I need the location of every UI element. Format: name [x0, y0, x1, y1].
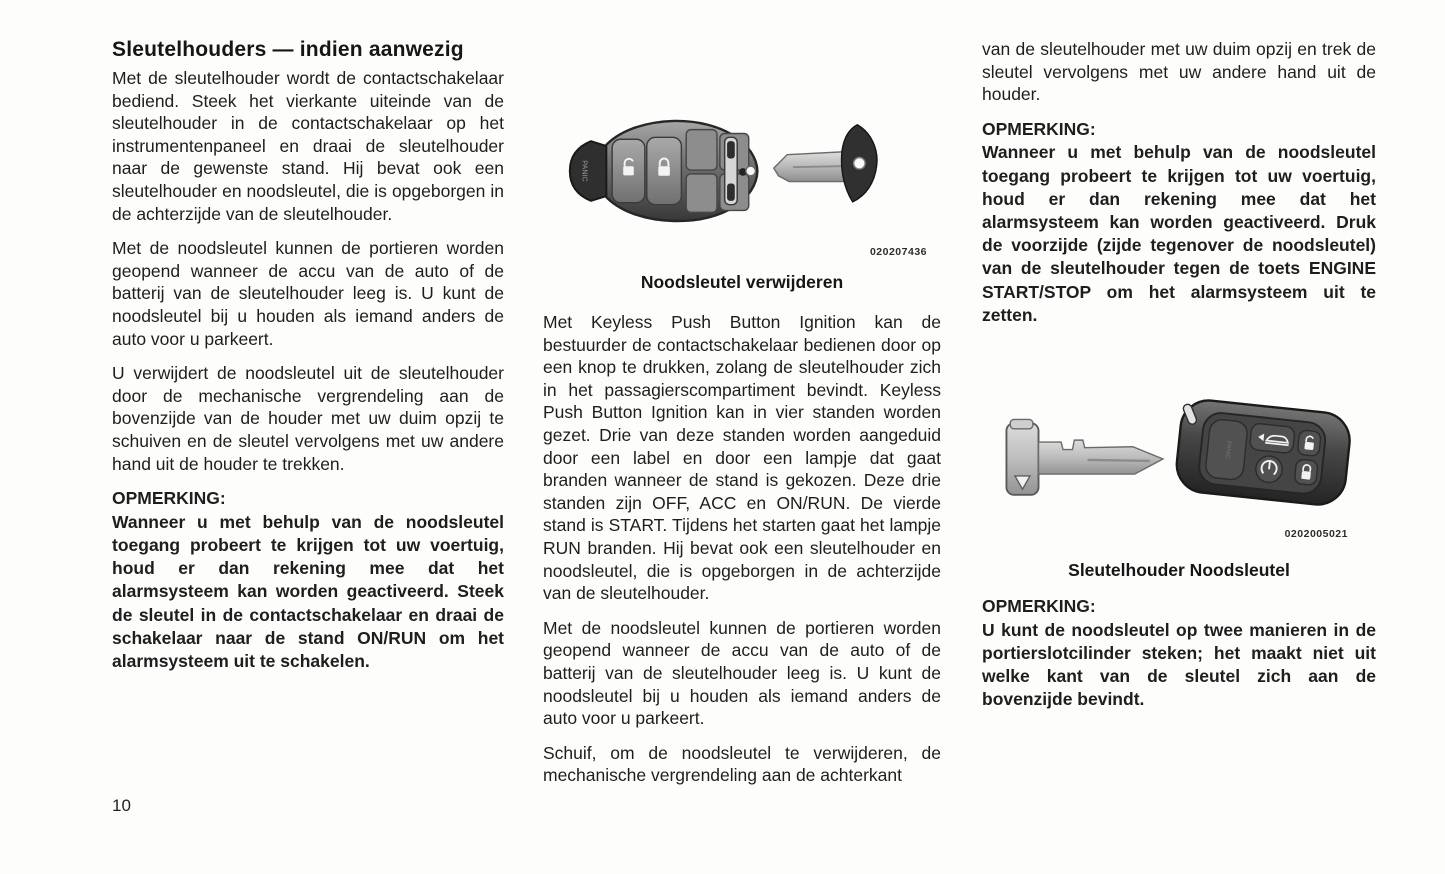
key-blade: [1039, 440, 1163, 474]
paragraph: Met de noodsleutel kunnen de portieren worden geopend wanneer de accu van de auto of de batterij van de sleutelhouder leeg is. U kunt de noodsleutel bij u houden als iemand anders de auto voor u parkeert.: [543, 617, 941, 729]
figure-caption: Noodsleutel verwijderen: [640, 272, 844, 292]
panic-button-label: PANIC: [1223, 440, 1233, 460]
note-label: OPMERKING:: [112, 488, 226, 509]
paragraph: van de sleutelhouder met uw duim opzij en trek de sleutel vervolgens met uw andere hand uit de houder.: [982, 39, 1376, 105]
teardrop-keyfob: [570, 121, 758, 221]
right-column: [982, 38, 1376, 723]
figure-code: 0202005021: [1284, 528, 1348, 540]
middle-column: [543, 95, 941, 799]
paragraph: Schuif, om de noodsleutel te verwijderen, de mechanische vergrendeling aan de achterkant: [543, 742, 941, 786]
emergency-key: [1006, 419, 1163, 494]
keyfob-with-emergency-key-image: [543, 95, 941, 247]
keyring-hole: [854, 158, 866, 170]
keyring-hole: [746, 166, 756, 176]
note-body: Wanneer u met behulp van de noodsleutel toegang probeert te krijgen tot uw voertuig, houd er dan rekening mee dat het alarmsysteem kan worden geactiveerd. Druk de voorzijde (zijde tegenover de noodsleutel) van de sleutelhouder tegen de toets ENGINE START/STOP om het alarmsysteem uit te zetten.: [982, 142, 1376, 325]
note-body: Wanneer u met behulp van de noodsleutel toegang probeert te krijgen tot uw voertuig, houd er dan rekening mee dat het alarmsysteem kan worden geactiveerd. Steek de sleutel in de contactschakelaar en draai de schakelaar naar de stand ON/RUN om het alarmsysteem uit te schakelen.: [112, 511, 504, 671]
figure-fob-and-key: [543, 95, 941, 258]
figure-caption: Sleutelhouder Noodsleutel: [1068, 560, 1290, 580]
emergency-key-slot: [725, 137, 738, 204]
smart-keyfob: [1173, 398, 1352, 508]
section-title: Sleutelhouders — indien aanwezig: [112, 38, 464, 61]
emergency-key: [774, 125, 877, 202]
page-number: 10: [112, 796, 131, 815]
note-label: OPMERKING:: [982, 118, 1096, 139]
note-body: U kunt de noodsleutel op twee manieren in de portierslotcilinder steken; het maakt niet uit welke kant van de sleutel zich aan de bovenzijde bevindt.: [982, 619, 1376, 710]
trunk-button: [1249, 423, 1295, 454]
paragraph: Met de noodsleutel kunnen de portieren worden geopend wanneer de accu van de auto of de batterij van de sleutelhouder leeg is. U kunt de noodsleutel bij u houden als iemand anders de auto voor u parkeert.: [112, 238, 504, 349]
left-column: [112, 38, 504, 685]
figure-key-and-smart-fob: [982, 393, 1376, 540]
paragraph: Met Keyless Push Button Ignition kan de bestuurder de contactschakelaar bedienen door op een knop te drukken, zolang de sleutelhouder zich in het passagierscompartiment bevindt. Keyless Push Button Ignition kan in vier standen worden gezet. Drie van deze standen worden aangeduid door een label en door een lampje dat gaat branden wanneer de stand is gekozen. Deze drie standen zijn OFF, ACC en ON/RUN. De vierde stand is START. Tijdens het starten gaat het lampje RUN branden. Hij bevat ook een sleutelhouder en noodsleutel, die is opgeborgen in de achterzijde van de sleutelhouder.: [543, 312, 941, 604]
note-label: OPMERKING:: [982, 596, 1096, 616]
emergency-key-with-smart-fob-image: [982, 393, 1376, 525]
figure-code: 020207436: [869, 246, 927, 258]
paragraph: Met de sleutelhouder wordt de contactschakelaar bediend. Steek het vierkante uiteinde van de sleutelhouder in de contactschakelaar op het instrumentenpaneel en draai de sleutelhouder naar de gewenste stand. Hij bevat ook een sleutelhouder en noodsleutel, die is opgeborgen in de achterzijde van de sleutelhouder.: [112, 68, 504, 224]
panic-button-label: PANIC: [580, 160, 590, 182]
paragraph: U verwijdert de noodsleutel uit de sleutelhouder door de mechanische vergrendeling aan de bovenzijde van de houder met uw duim opzij te schuiven en de sleutel vervolgens met uw andere hand uit de houder te trekken.: [112, 363, 504, 474]
